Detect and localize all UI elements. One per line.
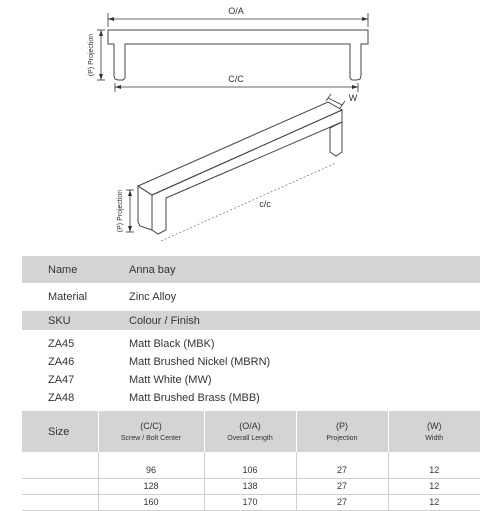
name-key: Name	[48, 263, 78, 276]
name-row	[22, 256, 480, 283]
sku-header-row	[22, 311, 480, 330]
cc-iso-dimension-line	[161, 163, 336, 241]
finish-name: Matt White (MW)	[129, 374, 212, 386]
material-row	[22, 283, 480, 311]
size-header-row	[22, 411, 480, 452]
oa-cell: 170	[204, 494, 296, 510]
oa-cell: 138	[204, 478, 296, 494]
material-key: Material	[48, 291, 88, 303]
sku-code: ZA46	[48, 356, 75, 368]
w-dimension-line	[328, 98, 342, 105]
column-header-cc: (C/C) Screw / Bolt Center	[98, 411, 204, 452]
material-value: Zinc Alloy	[129, 291, 177, 303]
table-row	[22, 478, 480, 494]
handle-technical-drawing	[0, 0, 500, 255]
cc-cell: 96	[98, 462, 204, 478]
column-header-w: (W) Width	[388, 411, 480, 452]
sku-code: ZA47	[48, 374, 75, 386]
sku-code: ZA48	[48, 392, 75, 404]
handle-isometric-view	[138, 102, 342, 234]
oa-cell: 106	[204, 462, 296, 478]
name-value: Anna bay	[129, 263, 176, 276]
w-label: W	[348, 93, 358, 103]
cc-label-iso: c/c	[259, 199, 271, 209]
finish-row	[22, 335, 480, 353]
sku-code: ZA45	[48, 338, 75, 350]
finish-list	[22, 330, 480, 411]
projection-label: (P) Projection	[88, 33, 95, 77]
table-row	[22, 462, 480, 478]
handle-diagram	[0, 0, 500, 255]
finish-row	[22, 371, 480, 389]
cc-label-top: C/C	[228, 74, 244, 84]
finish-row	[22, 389, 480, 407]
size-label: Size	[22, 411, 98, 452]
w-cell: 12	[388, 462, 480, 478]
finish-name: Matt Black (MBK)	[129, 338, 215, 350]
w-cell: 12	[388, 478, 480, 494]
projection-label-iso: (P) Projection	[117, 189, 124, 233]
finish-row	[22, 353, 480, 371]
cc-cell: 128	[98, 478, 204, 494]
cc-cell: 160	[98, 494, 204, 510]
sku-key: SKU	[48, 314, 71, 327]
spec-table	[22, 256, 480, 511]
sku-value: Colour / Finish	[129, 314, 200, 327]
finish-name: Matt Brushed Nickel (MBRN)	[129, 356, 271, 368]
table-row	[22, 494, 480, 510]
p-cell: 27	[296, 494, 388, 510]
w-cell: 12	[388, 494, 480, 510]
handle-front-view	[108, 30, 368, 80]
column-header-oa: (O/A) Overall Length	[204, 411, 296, 452]
finish-name: Matt Brushed Brass (MBB)	[129, 392, 260, 404]
column-header-p: (P) Projection	[296, 411, 388, 452]
table-spacer	[22, 452, 480, 462]
oa-label: O/A	[228, 6, 244, 16]
p-cell: 27	[296, 478, 388, 494]
p-cell: 27	[296, 462, 388, 478]
size-table	[22, 411, 480, 511]
